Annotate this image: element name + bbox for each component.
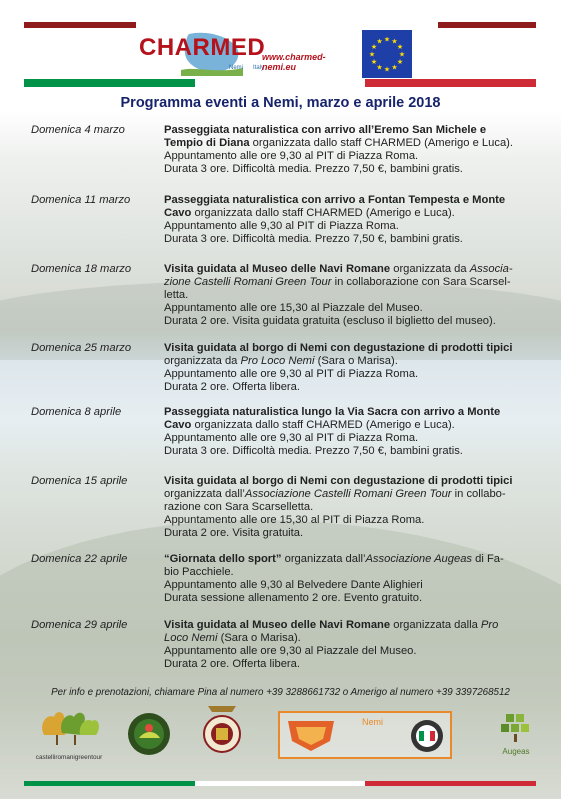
event-description	[164, 406, 534, 458]
event-text-italic: Associazione Castelli Romani Green Tour	[244, 488, 452, 500]
event-text-bold: Visita guidata al Museo delle Navi Romane	[164, 619, 391, 631]
event-line	[164, 579, 534, 592]
brand-subtitle	[229, 65, 264, 71]
event-text-normal: Durata 2 ore. Visita guidata gratuita (escluso il biglietto del museo).	[164, 315, 496, 327]
event-text-tail: in collabo-	[451, 488, 506, 500]
event-text-normal: Appuntamento alle 9,30 al Belvedere Dante Alighieri	[164, 579, 423, 591]
event-text-tail: in collaborazione con Sara Scarsel-	[331, 276, 511, 288]
eu-star-icon: ★	[368, 51, 376, 59]
event-line	[164, 302, 534, 315]
castelli-logo-text: castelliromanigreentour	[35, 754, 103, 761]
event-text-normal: Appuntamento alle 9,30 al PIT di Piazza Roma.	[164, 220, 399, 232]
eu-star-icon: ★	[383, 66, 391, 74]
bottom-stripe-red	[365, 781, 536, 786]
event-text-italic: zione Castelli Romani Green Tour	[164, 276, 332, 288]
event-text-italic: Loco Nemi	[164, 632, 218, 644]
event-text-tail: (Sara o Marisa).	[314, 355, 398, 367]
eu-star-icon: ★	[396, 59, 404, 66]
event-line	[164, 150, 534, 163]
event-text-normal: organizzata dall’	[281, 553, 366, 565]
event-text-normal: Durata 3 ore. Difficoltà media. Prezzo 7,50 €, bambini gratis.	[164, 163, 463, 175]
event-line	[164, 355, 534, 368]
event-line	[164, 207, 534, 220]
event-text-bold: Passeggiata naturalistica con arrivo a Fontan Tempesta e Monte	[164, 194, 506, 206]
event-text-normal: organizzata da	[164, 355, 241, 367]
event-line	[164, 514, 534, 527]
brand-name: CHARMED	[139, 34, 266, 61]
event-line	[164, 137, 534, 150]
event-date: Domenica 18 marzo	[31, 263, 132, 275]
website-url: www.charmed-nemi.eu	[262, 52, 326, 72]
event-text-bold: Passeggiata naturalistica lungo la Via Sacra con arrivo a Monte	[164, 406, 501, 418]
event-text-bold: Visita guidata al borgo di Nemi con degustazione di prodotti tipici	[164, 475, 513, 487]
augeas-logo-text: Augeas	[502, 747, 530, 756]
bottom-stripe-green	[24, 781, 195, 786]
event-line	[164, 124, 534, 137]
event-text-normal: Durata 2 ore. Visita gratuita.	[164, 527, 304, 539]
event-text-normal: Durata 3 ore. Difficoltà media. Prezzo 7,50 €, bambini gratis.	[164, 445, 463, 457]
event-text-bold: Visita guidata al Museo delle Navi Romane	[164, 263, 391, 275]
event-text-normal: Durata 3 ore. Difficoltà media. Prezzo 7,50 €, bambini gratis.	[164, 233, 463, 245]
header-bar-right	[438, 22, 536, 28]
tricolor-stripe	[24, 79, 536, 87]
event-line	[164, 445, 534, 458]
event-description	[164, 194, 534, 246]
event-text-italic: Associa-	[469, 263, 513, 275]
event-line	[164, 566, 534, 579]
event-line	[164, 475, 534, 488]
event-line	[164, 645, 534, 658]
event-text-bold: Visita guidata al borgo di Nemi con degustazione di prodotti tipici	[164, 342, 513, 354]
event-line	[164, 488, 534, 501]
event-text-normal: organizzata dallo staff CHARMED (Amerigo e Luca).	[191, 419, 455, 431]
eu-star-icon: ★	[391, 64, 398, 72]
event-date: Domenica 25 marzo	[31, 342, 132, 354]
event-line	[164, 342, 534, 355]
event-line	[164, 276, 534, 289]
event-line	[164, 632, 534, 645]
event-line	[164, 220, 534, 233]
event-text-normal: organizzata dall’	[164, 488, 245, 500]
event-line	[164, 406, 534, 419]
bottom-tricolor-stripe	[24, 781, 536, 786]
eu-flag-icon	[362, 30, 412, 78]
eu-star-icon: ★	[398, 51, 406, 59]
event-text-bold: Tempio di Diana	[164, 137, 250, 149]
event-line	[164, 315, 534, 328]
header-bar-left	[24, 22, 136, 28]
event-line	[164, 619, 534, 632]
event-text-bold: Cavo	[164, 419, 192, 431]
brand-sub-left: Nemi	[229, 65, 244, 71]
eu-star-icon: ★	[376, 38, 383, 46]
event-description	[164, 263, 534, 328]
event-line	[164, 289, 534, 302]
circular-emblem-icon	[410, 719, 444, 753]
event-date: Domenica 29 aprile	[31, 619, 128, 631]
nemi-partner-badge	[278, 711, 452, 759]
eu-star-icon: ★	[370, 59, 378, 66]
stripe-green	[24, 79, 195, 87]
event-text-normal: Appuntamento alle ore 9,30 al PIT di Piazza Roma.	[164, 368, 419, 380]
event-date: Domenica 11 marzo	[31, 194, 131, 206]
event-text-normal: Durata 2 ore. Offerta libera.	[164, 381, 300, 393]
event-line	[164, 233, 534, 246]
event-text-normal: organizzata dallo staff CHARMED (Amerigo e Luca).	[191, 207, 455, 219]
bottom-stripe-white	[195, 781, 366, 786]
event-text-italic: Associazione Augeas	[365, 553, 473, 565]
event-text-italic: Pro	[480, 619, 499, 631]
charmed-logo	[137, 22, 359, 79]
eu-star-icon: ★	[383, 36, 391, 44]
event-text-normal: Durata 2 ore. Offerta libera.	[164, 658, 300, 670]
event-text-normal: organizzata da	[390, 263, 470, 275]
eu-star-icon: ★	[370, 44, 378, 51]
event-line	[164, 432, 534, 445]
stripe-white	[195, 79, 366, 87]
event-text-tail: di Fa-	[472, 553, 504, 565]
event-description	[164, 475, 534, 540]
event-line	[164, 163, 534, 176]
event-description	[164, 553, 534, 605]
event-line	[164, 368, 534, 381]
badge-title: Nemi	[362, 717, 384, 727]
event-description	[164, 342, 534, 394]
event-date: Domenica 15 aprile	[31, 475, 128, 487]
event-text-italic: Pro Loco Nemi	[240, 355, 315, 367]
page-title: Programma eventi a Nemi, marzo e aprile 2018	[120, 95, 441, 111]
event-text-tail: (Sara o Marisa).	[217, 632, 301, 644]
eu-star-icon: ★	[396, 44, 404, 51]
event-text-normal: Durata sessione allenamento 2 ore. Evento gratuito.	[164, 592, 423, 604]
shield-logo-icon	[286, 717, 336, 753]
event-text-normal: Appuntamento alle ore 9,30 al PIT di Piazza Roma.	[164, 432, 419, 444]
event-date: Domenica 4 marzo	[31, 124, 125, 136]
nemi-coat-of-arms-logo	[202, 702, 242, 756]
event-line	[164, 194, 534, 207]
event-text-normal: razione con Sara Scarselletta.	[164, 501, 314, 513]
event-text-bold: Cavo	[164, 207, 192, 219]
event-text-normal: Appuntamento alle ore 15,30 al PIT di Piazza Roma.	[164, 514, 425, 526]
augeas-logo	[494, 712, 538, 760]
event-date: Domenica 8 aprile	[31, 406, 122, 418]
event-text-bold: “Giornata dello sport”	[164, 553, 282, 565]
event-line	[164, 501, 534, 514]
eu-star-icon: ★	[376, 64, 383, 72]
event-date: Domenica 22 aprile	[31, 553, 128, 565]
event-description	[164, 619, 534, 671]
event-line	[164, 658, 534, 671]
event-description	[164, 124, 534, 176]
pro-loco-nemi-logo	[127, 712, 171, 756]
event-text-normal: bio Pacchiele.	[164, 566, 234, 578]
event-line	[164, 527, 534, 540]
castelli-romani-green-tour-logo	[34, 705, 104, 763]
event-text-normal: Appuntamento alle ore 9,30 al PIT di Piazza Roma.	[164, 150, 419, 162]
eu-star-icon: ★	[391, 38, 398, 46]
event-text-normal: Appuntamento alle ore 9,30 al Piazzale del Museo.	[164, 645, 417, 657]
event-line	[164, 419, 534, 432]
stripe-red	[365, 79, 536, 87]
event-text-bold: Passeggiata naturalistica con arrivo all’Eremo San Michele e	[164, 124, 487, 136]
event-line	[164, 381, 534, 394]
event-text-normal: organizzata dalla	[390, 619, 481, 631]
brand-sub-right: Italy	[253, 65, 265, 71]
contact-info: Per info e prenotazioni, chiamare Pina al numero +39 3288661732 o Amerigo al numero +39 3397268512	[51, 687, 510, 698]
event-line	[164, 592, 534, 605]
event-text-normal: Appuntamento alle ore 15,30 al Piazzale del Museo.	[164, 302, 423, 314]
event-text-normal: letta.	[164, 289, 189, 301]
event-text-normal: organizzata dallo staff CHARMED (Amerigo e Luca).	[249, 137, 514, 149]
event-line	[164, 263, 534, 276]
event-line	[164, 553, 534, 566]
